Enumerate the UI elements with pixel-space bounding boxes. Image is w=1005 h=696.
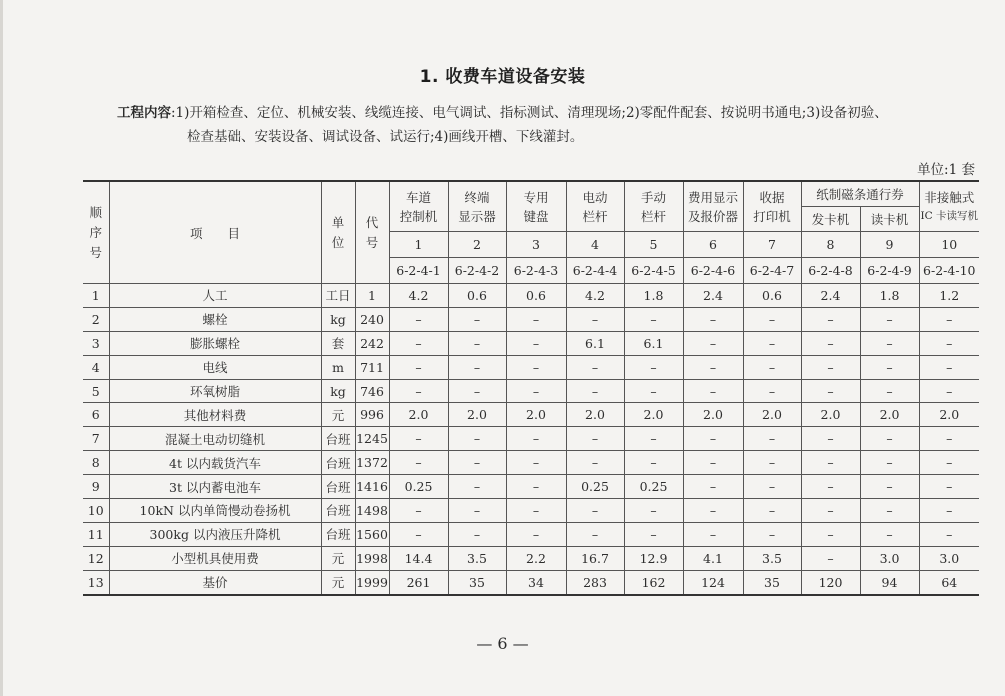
- header-seq: 顺 序 号: [83, 181, 109, 284]
- row-value: 120: [801, 570, 860, 594]
- row-value: 2.2: [506, 546, 566, 570]
- row-code: 240: [355, 307, 389, 331]
- row-value: –: [919, 355, 979, 379]
- row-value: –: [566, 379, 624, 403]
- row-value: 12.9: [624, 546, 683, 570]
- row-value: –: [683, 427, 743, 451]
- row-value: –: [683, 307, 743, 331]
- row-item-name: 混凝土电动切缝机: [109, 427, 321, 451]
- col-no: 6: [683, 232, 743, 258]
- table-row: [83, 284, 979, 308]
- row-value: 0.25: [624, 475, 683, 499]
- table-row: [83, 546, 979, 570]
- row-unit: 台班: [321, 499, 355, 523]
- header-col-4: 电动 栏杆: [566, 181, 624, 232]
- row-value: –: [506, 451, 566, 475]
- col-code: 6-2-4-6: [683, 258, 743, 284]
- header-col-5: 手动 栏杆: [624, 181, 683, 232]
- header-col-1: 车道 控制机: [389, 181, 448, 232]
- row-value: –: [624, 355, 683, 379]
- row-value: –: [743, 427, 801, 451]
- header-group-paper-card: 纸制磁条通行券: [801, 181, 919, 207]
- row-value: 2.4: [683, 284, 743, 308]
- row-value: 35: [743, 570, 801, 594]
- row-item-name: 螺栓: [109, 307, 321, 331]
- row-item-name: 4t 以内载货汽车: [109, 451, 321, 475]
- row-value: 2.0: [801, 403, 860, 427]
- row-value: 1.8: [624, 284, 683, 308]
- row-value: 2.0: [448, 403, 506, 427]
- row-code: 1498: [355, 499, 389, 523]
- header-col-3: 专用 键盘: [506, 181, 566, 232]
- row-code: 242: [355, 331, 389, 355]
- row-seq: 10: [83, 499, 109, 523]
- row-value: 14.4: [389, 546, 448, 570]
- row-item-name: 电线: [109, 355, 321, 379]
- col-code: 6-2-4-1: [389, 258, 448, 284]
- row-value: 34: [506, 570, 566, 594]
- work-content-line-1: [117, 101, 997, 125]
- row-value: –: [566, 427, 624, 451]
- row-value: –: [801, 331, 860, 355]
- row-value: –: [506, 499, 566, 523]
- row-item-name: 膨胀螺栓: [109, 331, 321, 355]
- row-code: 1999: [355, 570, 389, 594]
- row-seq: 13: [83, 570, 109, 594]
- row-value: –: [506, 522, 566, 546]
- row-value: –: [624, 451, 683, 475]
- row-value: –: [624, 307, 683, 331]
- row-seq: 8: [83, 451, 109, 475]
- col-no: 7: [743, 232, 801, 258]
- row-value: –: [860, 475, 919, 499]
- row-code: 1245: [355, 427, 389, 451]
- work-content-line-2: 检查基础、安装设备、调试设备、试运行;4)画线开槽、下线灌封。: [187, 129, 584, 145]
- col-no: 9: [860, 232, 919, 258]
- row-seq: 11: [83, 522, 109, 546]
- row-value: 3.0: [919, 546, 979, 570]
- row-value: –: [743, 522, 801, 546]
- row-item-name: 10kN 以内单筒慢动卷扬机: [109, 499, 321, 523]
- row-value: –: [801, 307, 860, 331]
- col-no: 1: [389, 232, 448, 258]
- row-code: 1372: [355, 451, 389, 475]
- row-value: 124: [683, 570, 743, 594]
- header-col-10: 非接触式 IC 卡读写机: [919, 181, 979, 232]
- row-value: –: [860, 355, 919, 379]
- section-title: 1. 收费车道设备安装: [419, 67, 586, 87]
- col-code: 6-2-4-4: [566, 258, 624, 284]
- row-value: –: [448, 331, 506, 355]
- row-seq: 1: [83, 284, 109, 308]
- table-row: [83, 307, 979, 331]
- row-code: 1560: [355, 522, 389, 546]
- row-value: –: [448, 522, 506, 546]
- row-value: –: [389, 451, 448, 475]
- row-seq: 5: [83, 379, 109, 403]
- row-seq: 6: [83, 403, 109, 427]
- row-value: 2.0: [624, 403, 683, 427]
- row-value: 6.1: [566, 331, 624, 355]
- row-seq: 9: [83, 475, 109, 499]
- row-value: –: [624, 522, 683, 546]
- row-value: 2.0: [683, 403, 743, 427]
- row-code: 1998: [355, 546, 389, 570]
- row-value: 1.8: [860, 284, 919, 308]
- row-value: –: [448, 475, 506, 499]
- table-row: [83, 570, 979, 594]
- row-value: 2.0: [743, 403, 801, 427]
- row-value: –: [860, 379, 919, 403]
- row-value: 2.4: [801, 284, 860, 308]
- row-value: –: [566, 451, 624, 475]
- row-value: 0.6: [448, 284, 506, 308]
- table-row: [83, 427, 979, 451]
- col-code: 6-2-4-7: [743, 258, 801, 284]
- row-value: –: [506, 379, 566, 403]
- col-code: 6-2-4-3: [506, 258, 566, 284]
- work-content-text-1: :1)开箱检查、定位、机械安装、线缆连接、电气调试、指标测试、清理现场;2)零配件配套、按说明书通电;3)设备初验、: [171, 105, 888, 121]
- row-value: –: [389, 331, 448, 355]
- row-item-name: 人工: [109, 284, 321, 308]
- row-value: –: [448, 307, 506, 331]
- row-seq: 4: [83, 355, 109, 379]
- row-unit: kg: [321, 307, 355, 331]
- row-value: –: [801, 475, 860, 499]
- col-no: 3: [506, 232, 566, 258]
- row-value: –: [448, 427, 506, 451]
- row-value: –: [801, 451, 860, 475]
- col-no: 2: [448, 232, 506, 258]
- row-value: –: [448, 451, 506, 475]
- row-value: –: [624, 427, 683, 451]
- table-row: [83, 379, 979, 403]
- header-col-7: 收据 打印机: [743, 181, 801, 232]
- row-value: –: [919, 499, 979, 523]
- row-item-name: 基价: [109, 570, 321, 594]
- header-col-9: 读卡机: [860, 207, 919, 232]
- quota-table: [83, 180, 979, 596]
- row-value: –: [506, 355, 566, 379]
- header-code: 代 号: [355, 181, 389, 284]
- row-value: –: [919, 307, 979, 331]
- work-content: [117, 101, 997, 149]
- row-seq: 12: [83, 546, 109, 570]
- col-code: 6-2-4-5: [624, 258, 683, 284]
- header-unit: 单 位: [321, 181, 355, 284]
- row-value: 2.0: [506, 403, 566, 427]
- row-value: –: [389, 379, 448, 403]
- row-value: –: [743, 475, 801, 499]
- row-value: 2.0: [860, 403, 919, 427]
- row-value: –: [860, 331, 919, 355]
- row-value: –: [448, 379, 506, 403]
- row-value: –: [860, 522, 919, 546]
- page-number: — 6 —: [476, 634, 529, 653]
- row-code: 711: [355, 355, 389, 379]
- row-unit: 套: [321, 331, 355, 355]
- row-value: –: [743, 307, 801, 331]
- row-value: 3.0: [860, 546, 919, 570]
- col-code: 6-2-4-9: [860, 258, 919, 284]
- row-value: 4.2: [389, 284, 448, 308]
- row-item-name: 环氧树脂: [109, 379, 321, 403]
- row-unit: 台班: [321, 522, 355, 546]
- row-seq: 2: [83, 307, 109, 331]
- row-value: –: [860, 427, 919, 451]
- page-edge: [0, 0, 3, 696]
- row-unit: 台班: [321, 451, 355, 475]
- row-value: –: [683, 451, 743, 475]
- row-value: 4.2: [566, 284, 624, 308]
- col-code: 6-2-4-10: [919, 258, 979, 284]
- row-value: –: [801, 379, 860, 403]
- row-value: –: [919, 475, 979, 499]
- header-col-8: 发卡机: [801, 207, 860, 232]
- table-row: [83, 331, 979, 355]
- row-value: 3.5: [743, 546, 801, 570]
- table-row: [83, 403, 979, 427]
- row-value: 6.1: [624, 331, 683, 355]
- row-value: –: [683, 331, 743, 355]
- row-unit: 工日: [321, 284, 355, 308]
- row-item-name: 小型机具使用费: [109, 546, 321, 570]
- row-value: –: [389, 499, 448, 523]
- row-value: –: [389, 355, 448, 379]
- row-value: –: [683, 499, 743, 523]
- row-code: 996: [355, 403, 389, 427]
- row-value: –: [506, 307, 566, 331]
- row-value: 64: [919, 570, 979, 594]
- table-body: [83, 284, 979, 595]
- table-row: [83, 475, 979, 499]
- row-value: 0.6: [506, 284, 566, 308]
- row-unit: 元: [321, 546, 355, 570]
- row-value: 0.25: [566, 475, 624, 499]
- row-value: –: [683, 355, 743, 379]
- row-value: 94: [860, 570, 919, 594]
- header-col-2: 终端 显示器: [448, 181, 506, 232]
- row-unit: 台班: [321, 475, 355, 499]
- row-code: 1416: [355, 475, 389, 499]
- col-code: 6-2-4-2: [448, 258, 506, 284]
- col-no: 4: [566, 232, 624, 258]
- row-value: –: [801, 499, 860, 523]
- row-value: –: [624, 379, 683, 403]
- row-value: 16.7: [566, 546, 624, 570]
- row-value: –: [624, 499, 683, 523]
- row-seq: 7: [83, 427, 109, 451]
- row-value: –: [743, 451, 801, 475]
- row-value: –: [743, 331, 801, 355]
- row-unit: 台班: [321, 427, 355, 451]
- row-value: –: [860, 307, 919, 331]
- header-item: 项 目: [109, 181, 321, 284]
- row-value: –: [566, 499, 624, 523]
- row-value: –: [919, 427, 979, 451]
- row-value: –: [801, 546, 860, 570]
- row-value: 3.5: [448, 546, 506, 570]
- row-seq: 3: [83, 331, 109, 355]
- row-value: 283: [566, 570, 624, 594]
- row-value: –: [506, 427, 566, 451]
- col-no: 8: [801, 232, 860, 258]
- row-value: –: [683, 379, 743, 403]
- table-row: [83, 499, 979, 523]
- row-value: 162: [624, 570, 683, 594]
- row-value: 2.0: [566, 403, 624, 427]
- row-value: –: [506, 331, 566, 355]
- row-item-name: 3t 以内蓄电池车: [109, 475, 321, 499]
- row-value: 35: [448, 570, 506, 594]
- row-value: –: [566, 522, 624, 546]
- row-value: –: [389, 307, 448, 331]
- header-col-6: 费用显示 及报价器: [683, 181, 743, 232]
- row-value: –: [919, 522, 979, 546]
- row-value: –: [801, 522, 860, 546]
- row-value: –: [919, 331, 979, 355]
- row-value: 0.6: [743, 284, 801, 308]
- row-unit: 元: [321, 403, 355, 427]
- row-code: 746: [355, 379, 389, 403]
- row-value: –: [919, 451, 979, 475]
- row-value: –: [506, 475, 566, 499]
- row-value: –: [566, 355, 624, 379]
- row-value: –: [448, 499, 506, 523]
- table-row: [83, 522, 979, 546]
- row-unit: m: [321, 355, 355, 379]
- row-value: –: [389, 522, 448, 546]
- col-no: 5: [624, 232, 683, 258]
- row-value: –: [743, 499, 801, 523]
- row-value: –: [801, 427, 860, 451]
- row-value: 1.2: [919, 284, 979, 308]
- row-value: –: [448, 355, 506, 379]
- row-unit: kg: [321, 379, 355, 403]
- row-value: –: [743, 379, 801, 403]
- col-code: 6-2-4-8: [801, 258, 860, 284]
- row-unit: 元: [321, 570, 355, 594]
- table-row: [83, 451, 979, 475]
- col-no: 10: [919, 232, 979, 258]
- row-value: 4.1: [683, 546, 743, 570]
- row-value: –: [801, 355, 860, 379]
- row-value: –: [860, 499, 919, 523]
- row-value: –: [919, 379, 979, 403]
- table-row: [83, 355, 979, 379]
- row-value: –: [683, 522, 743, 546]
- row-value: –: [860, 451, 919, 475]
- row-value: –: [683, 475, 743, 499]
- header-row-names: [83, 181, 979, 207]
- row-item-name: 300kg 以内液压升降机: [109, 522, 321, 546]
- row-value: 2.0: [389, 403, 448, 427]
- unit-note: 单位:1 套: [917, 162, 975, 178]
- row-value: –: [743, 355, 801, 379]
- row-code: 1: [355, 284, 389, 308]
- row-value: 2.0: [919, 403, 979, 427]
- row-value: 0.25: [389, 475, 448, 499]
- row-item-name: 其他材料费: [109, 403, 321, 427]
- row-value: –: [566, 307, 624, 331]
- row-value: 261: [389, 570, 448, 594]
- work-content-label: 工程内容: [117, 105, 171, 121]
- row-value: –: [389, 427, 448, 451]
